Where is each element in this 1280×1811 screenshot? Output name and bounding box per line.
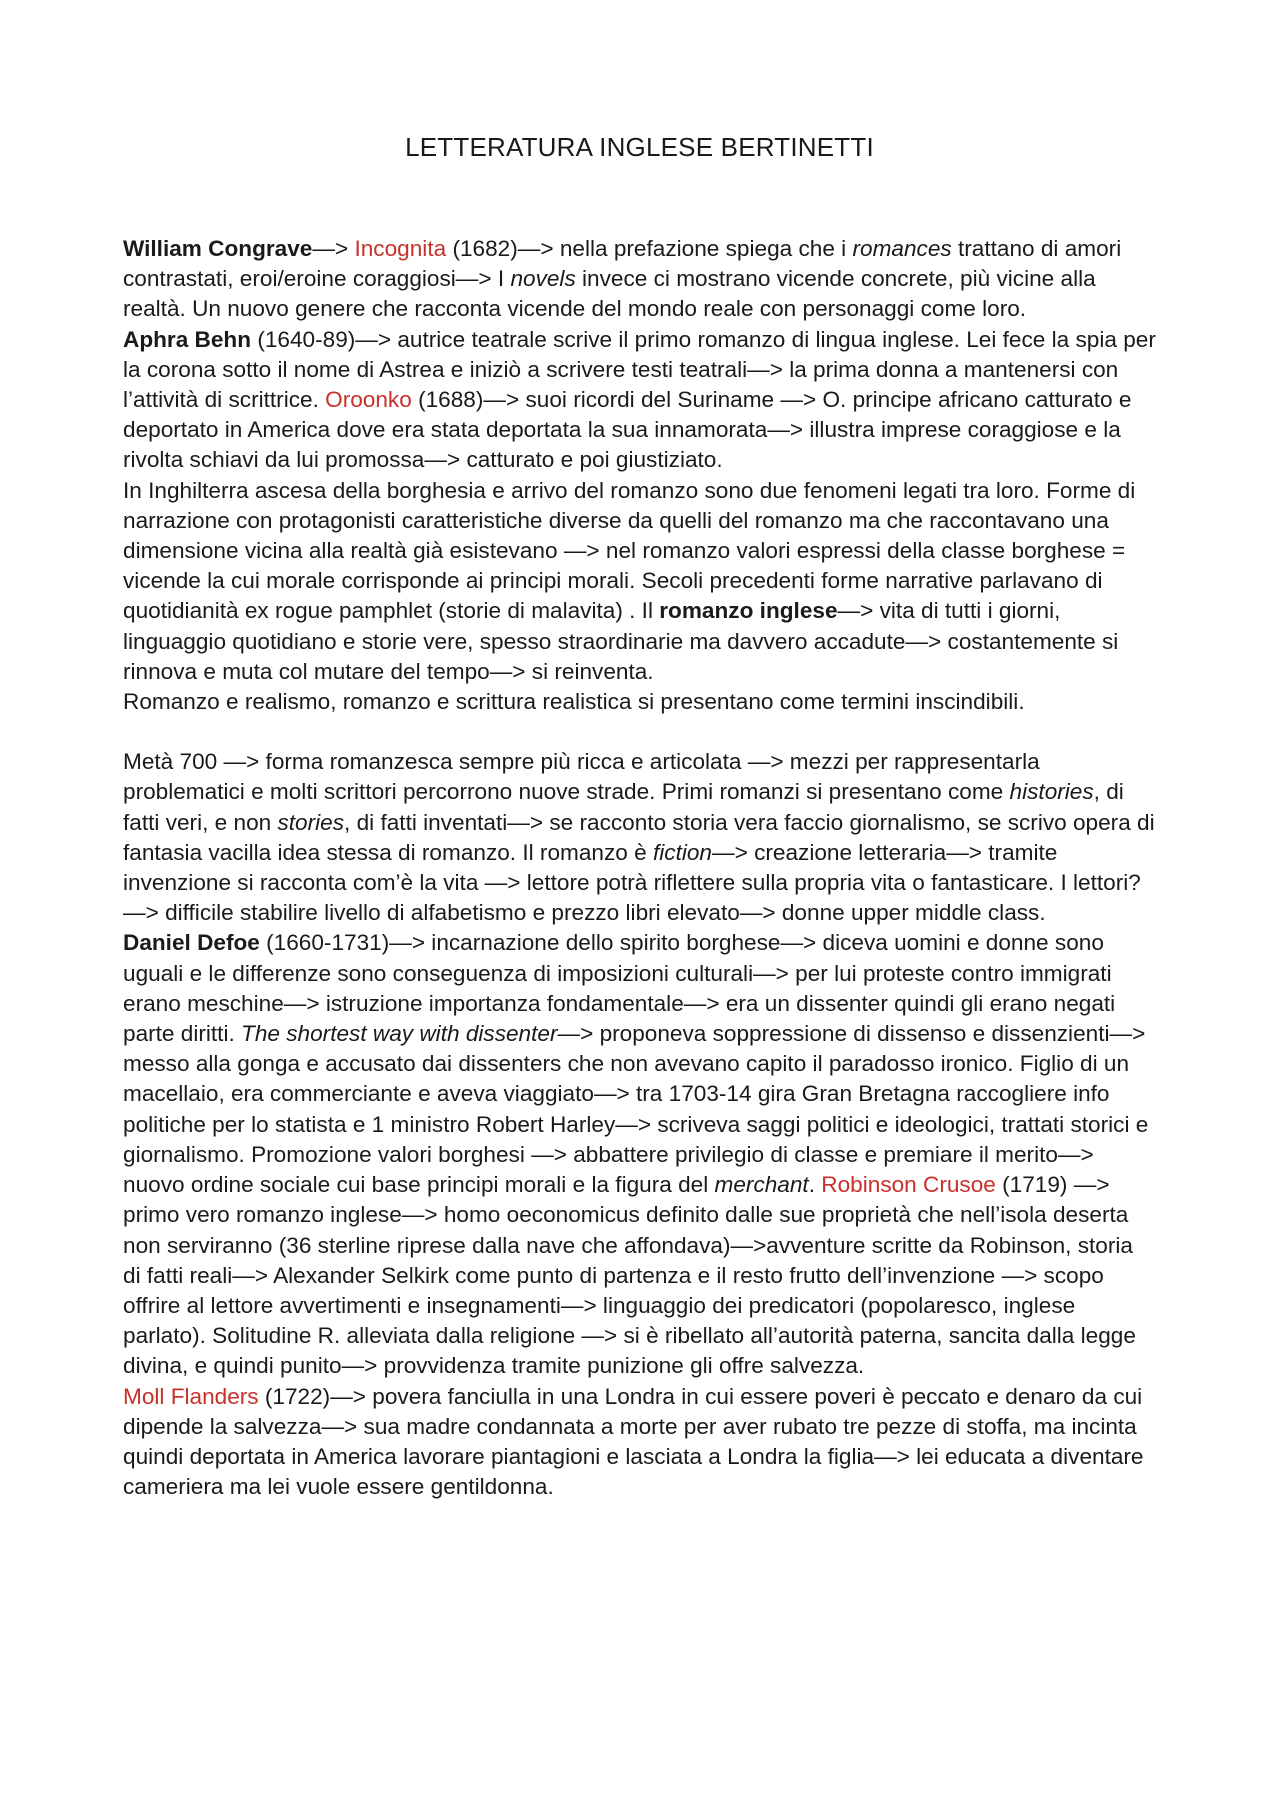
author-name: Aphra Behn	[123, 326, 252, 352]
italic-term: romances	[852, 236, 952, 261]
paragraph-defoe: Daniel Defoe (1660-1731)—> incarnazione dello spirito borghese—> diceva uomini e donne sono uguali e le differenze sono conseguenza di imposizioni culturali—> per lui proteste contro immigrati erano meschine—> istruzione importanza fondamentale—> era un dissenter quindi gli erano negati parte diritti. The shortest way with dissenter—> proponeva soppressione di dissenso e dissenzienti—> messo alla gonga e accusato dai dissenters che non avevano capito il paradosso ironico. Figlio di un macellaio, era commerciante e aveva viaggiato—> tra 1703-14 gira Gran Bretagna raccogliere info politiche per lo statista e 1 ministro Robert Harley—> scriveva saggi politici e ideologici, trattati storici e giornalismo. Promozione valori borghesi —> abbattere privilegio di classe e premiare il merito—> nuovo ordine sociale cui base principi morali e la figura del merchant. Robinson Crusoe (1719) —> primo vero romanzo inglese—> homo oeconomicus definito dalle sue proprietà che nell’isola deserta non serviranno (36 sterline riprese dalla nave che affondava)—>avventure scritte da Robinson, storia di fatti reali—> Alexander Selkirk come punto di partenza e il resto frutto dell’invenzione —> scopo offrire al lettore avvertimenti e insegnamenti—> linguaggio dei predicatori (popolaresco, inglese parlato). Solitudine R. alleviata dalla religione —> si è ribellato all’autorità paterna, sancita dalla legge divina, e quindi punito—> provvidenza tramite punizione gli offre salvezza.	[123, 930, 1149, 1379]
paragraph-moll-flanders: Moll Flanders (1722)—> povera fanciulla in una Londra in cui essere poveri è peccato e denaro da cui dipende la salvezza—> sua madre condannata a morte per aver rubato tre pezze di stoffa, ma incinta quindi deportata in America lavorare piantagioni e lasciata a Londra la figlia—> lei educata a diventare cameriera ma lei vuole essere gentildonna.	[123, 1383, 1144, 1500]
page-title: LETTERATURA INGLESE BERTINETTI	[405, 132, 874, 162]
work-title: Moll Flanders	[123, 1383, 259, 1409]
document-body	[123, 234, 1156, 1502]
italic-term: novels	[510, 266, 576, 292]
italic-work-title: The shortest way with dissenter	[241, 1021, 558, 1047]
paragraph-english-novel: In Inghilterra ascesa della borghesia e arrivo del romanzo sono due fenomeni legati tra loro. Forme di narrazione con protagonisti caratteristiche diverse da quelli del romanzo ma che raccontavano una dimensione vicina alla realtà già esistevano —> nel romanzo valori espressi della classe borghese = vicende la cui morale corrisponde ai principi morali. Secoli precedenti forme narrative parlavano di quotidianità ex rogue pamphlet (storie di malavita) . Il romanzo inglese—> vita di tutti i giorni, linguaggio quotidiano e storie vere, spesso straordinarie ma davvero accadute—> costantemente si rinnova e muta col mutare del tempo—> si reinventa.	[123, 477, 1136, 684]
paragraph-congrave: William Congrave—> Incognita (1682)—> nella prefazione spiega che i romances trattano di amori contrastati, eroi/eroine coraggiosi—> I novels invece ci mostrano vicende concrete, più vicine alla realtà. Un nuovo genere che racconta vicende del mondo reale con personaggi come loro.	[123, 236, 1122, 322]
work-title: Oroonko	[325, 387, 412, 413]
work-title: Robinson Crusoe	[821, 1172, 996, 1198]
italic-term: merchant	[714, 1172, 809, 1198]
author-name: William Congrave	[123, 236, 313, 261]
paragraph-spacer	[123, 717, 1156, 747]
work-title: Incognita	[354, 236, 447, 261]
italic-term: stories	[277, 809, 345, 835]
paragraph-realism: Romanzo e realismo, romanzo e scrittura realistica si presentano come termini inscindibili.	[123, 689, 1025, 715]
paragraph-mid-700: Metà 700 —> forma romanzesca sempre più ricca e articolata —> mezzi per rappresentarla problematici e molti scrittori percorrono nuove strade. Primi romanzi si presentano come histories, di fatti veri, e non stories, di fatti inventati—> se racconto storia vera faccio giornalismo, se scrivo opera di fantasia vacilla idea stessa di romanzo. Il romanzo è fiction—> creazione letteraria—> tramite invenzione si racconta com’è la vita —> lettore potrà riflettere sulla propria vita o fantasticare. I lettori?—> difficile stabilire livello di alfabetismo e prezzo libri elevato—> donne upper middle class.	[123, 749, 1155, 926]
italic-term: histories	[1009, 779, 1094, 805]
italic-term: fiction	[652, 839, 712, 865]
bold-term: romanzo inglese	[659, 598, 838, 624]
author-name: Daniel Defoe	[123, 930, 260, 956]
paragraph-behn: Aphra Behn (1640-89)—> autrice teatrale scrive il primo romanzo di lingua inglese. Lei fece la spia per la corona sotto il nome di Astrea e iniziò a scrivere testi teatrali—> la prima donna a mantenersi con l’attività di scrittrice. Oroonko (1688)—> suoi ricordi del Suriname —> O. principe africano catturato e deportato in America dove era stata deportata la sua innamorata—> illustra imprese coraggiose e la rivolta schiavi da lui promossa—> catturato e poi giustiziato.	[123, 326, 1156, 473]
